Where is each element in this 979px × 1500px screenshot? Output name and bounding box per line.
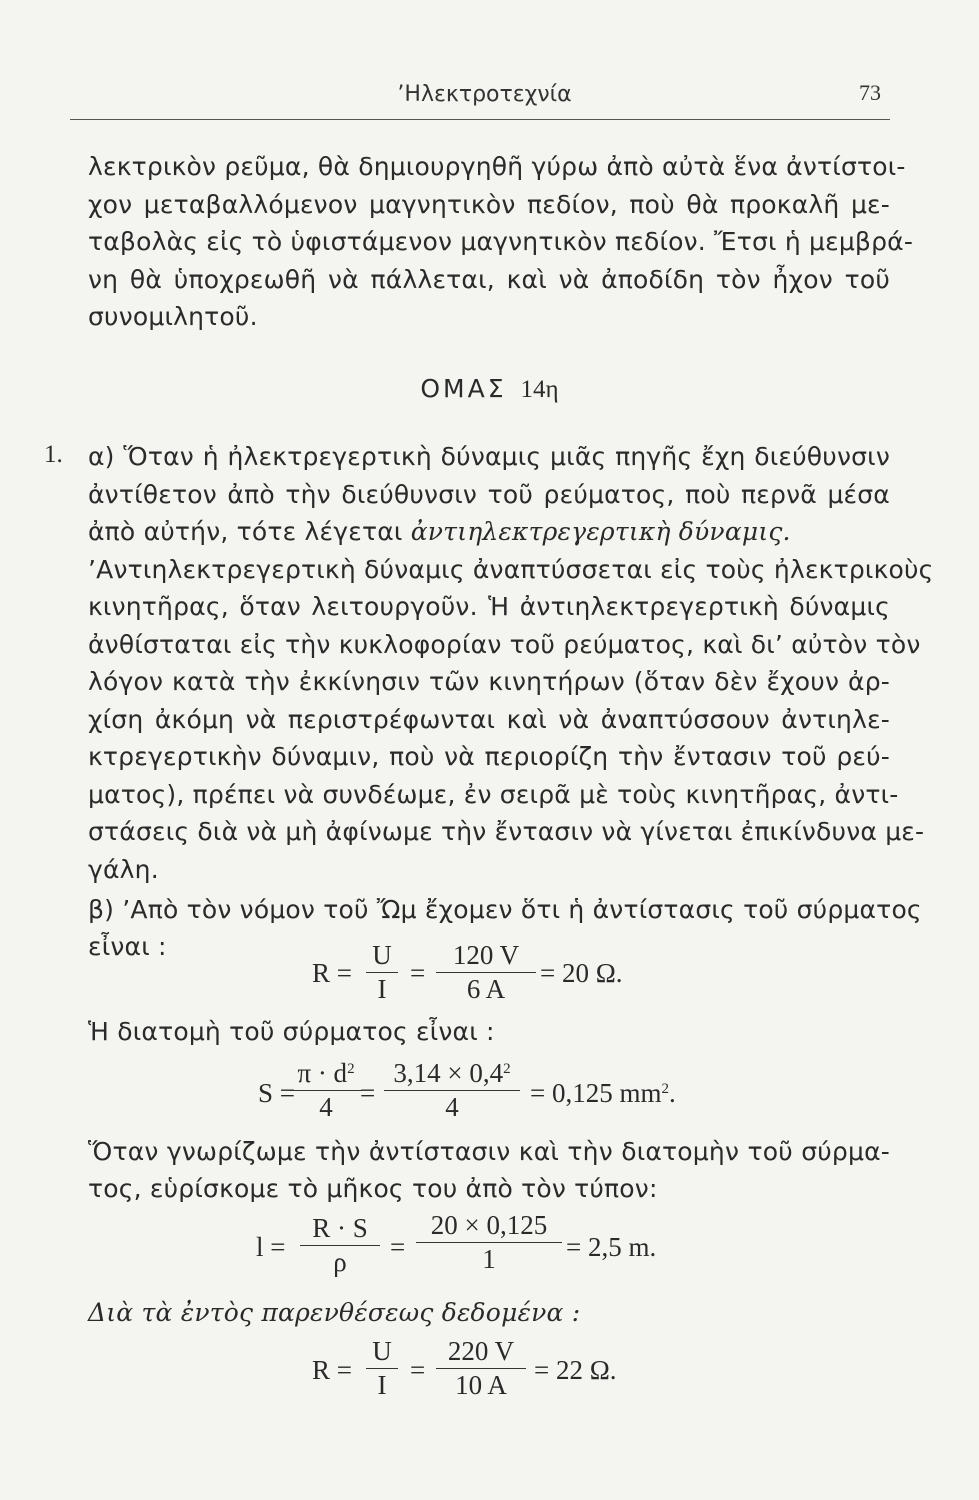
fraction [436,940,536,1005]
fraction-bar [436,1368,526,1369]
denominator: I [377,1370,387,1400]
denominator: 10 A [455,1370,507,1400]
defined-term: ἀντιηλεκτρεγερτικὴ δύναμις. [410,517,791,546]
text-line: α) Ὅταν ἡ ἠλεκτρεγερτικὴ δύναμις μιᾶς πηγῆς ἔχη διεύθυνσιν [88,442,890,471]
fraction [416,1210,562,1275]
numerator: 20 × 0,125 [430,1210,548,1240]
result-text: = 0,125 mm [530,1078,662,1108]
text-line: λόγον κατὰ τὴν ἐκκίνησιν τῶν κινητήρων (ὅταν δὲν ἔχουν ἀρ- [88,667,890,696]
formula-lhs: R = [312,1355,352,1385]
result-end: . [668,1078,676,1108]
text-line: εἶναι : [88,932,167,961]
numerator [290,1058,362,1089]
text-line: Ἡ διατομὴ τοῦ σύρματος εἶναι : [88,1017,495,1046]
text-span: ἀπὸ αὐτήν, τότε λέγεται [88,517,411,546]
fraction [366,940,398,1005]
equals-sign: = [390,1232,406,1262]
text-line [88,515,791,549]
text-line: γάλη. [88,855,159,884]
numerator-text: 3,14 × 0,4 [393,1058,504,1088]
formula-lhs: S = [258,1078,295,1108]
exponent: 2 [503,1061,511,1077]
numerator: R · S [312,1213,368,1243]
text-line: Διὰ τὰ ἐντὸς παρενθέσεως δεδομένα : [88,1298,581,1327]
text-line: κτρεγερτικὴν δύναμιν, ποὺ νὰ περιορίζη τὴν ἔντασιν τοῦ ρεύ- [88,742,890,771]
formula-result: = 22 Ω. [534,1355,617,1385]
text-line: λεκτρικὸν ρεῦμα, θὰ δημιουργηθῆ γύρω ἀπὸ αὐτὰ ἕνα ἀντίστοι- [88,152,906,181]
equals-sign: = [410,1355,426,1385]
formula-result: = 20 Ω. [540,958,623,988]
fraction-bar [366,972,398,973]
formula-lhs: l = [256,1232,286,1262]
fraction [300,1213,380,1278]
fraction [436,1336,526,1401]
item-number: 1. [44,441,63,468]
text-line: συνομιλητοῦ. [88,302,258,331]
numerator: U [372,1336,392,1366]
text-line: ἀνθίσταται εἰς τὴν κυκλοφορίαν τοῦ ρεύματος, καὶ δι’ αὐτὸν τὸν [88,630,921,659]
equals-sign: = [410,958,426,988]
text-line: Ὅταν γνωρίζωμε τὴν ἀντίστασιν καὶ τὴν διατομὴν τοῦ σύρμα- [88,1137,890,1166]
section-heading [0,374,979,404]
denominator: I [377,974,387,1004]
formula-result: = 2,5 m. [566,1232,657,1262]
fraction [290,1058,362,1123]
fraction-bar [416,1242,562,1243]
denominator: 6 A [466,974,506,1004]
formula-lhs: R = [312,958,352,988]
section-heading-label: ΟΜΑΣ [420,374,507,403]
text-line: στάσεις διὰ νὰ μὴ ἀφίνωμε τὴν ἔντασιν νὰ γίνεται ἐπικίνδυνα με- [88,817,925,846]
text-line: ταβολὰς εἰς τὸ ὑφιστάμενον μαγνητικὸν πεδίον. Ἔτσι ἡ μεμβρά- [88,227,914,256]
formula-result [530,1078,676,1109]
text-line: β) ’Απὸ τὸν νόμον τοῦ Ὤμ ἔχομεν ὅτι ἡ ἀντίστασις τοῦ σύρματος [88,895,922,924]
numerator-text: π · d [297,1058,348,1088]
numerator: 220 V [447,1336,515,1366]
text-line: ματος), πρέπει νὰ συνδέωμε, ἐν σειρᾶ μὲ τοὺς κινητῆρας, ἀντι- [88,780,899,809]
text-line: ἀντίθετον ἀπὸ τὴν διεύθυνσιν τοῦ ρεύματος, ποὺ περνᾶ μέσα [88,480,890,509]
fraction-bar [436,972,536,973]
text-line: νη θὰ ὑποχρεωθῆ νὰ πάλλεται, καὶ νὰ ἀποδίδη τὸν ἦχον τοῦ [88,265,890,294]
fraction-bar [300,1245,380,1246]
denominator: 1 [482,1244,496,1274]
text-line: ’Αντιηλεκτρεγερτικὴ δύναμις ἀναπτύσσεται εἰς τοὺς ἠλεκτρικοὺς [88,555,934,584]
header-title: ’Ηλεκτροτεχνία [397,82,572,107]
numerator: 120 V [452,940,520,970]
fraction [384,1058,520,1123]
fraction-bar [384,1090,520,1091]
exponent: 2 [661,1081,669,1097]
section-heading-number: 14η [520,376,559,403]
numerator: U [372,940,392,970]
page-number: 73 [859,80,881,105]
denominator: 4 [319,1092,333,1122]
denominator: ρ [333,1247,347,1277]
numerator [384,1058,520,1089]
text-line: χον μεταβαλλόμενον μαγνητικὸν πεδίον, ποὺ θὰ προκαλῆ με- [88,190,890,219]
exponent: 2 [347,1061,355,1077]
denominator: 4 [445,1092,459,1122]
header-rule [70,119,890,120]
text-line: τος, εὑρίσκομε τὸ μῆκος του ἀπὸ τὸν τύπον: [88,1174,658,1203]
fraction [366,1336,398,1401]
fraction-bar [290,1090,362,1091]
text-line: χίση ἀκόμη νὰ περιστρέφωνται καὶ νὰ ἀναπτύσσουν ἀντιηλε- [88,705,890,734]
equals-sign: = [360,1078,376,1108]
text-line: κινητῆρας, ὅταν λειτουργοῦν. Ἡ ἀντιηλεκτρεγερτικὴ δύναμις [88,592,890,621]
fraction-bar [366,1368,398,1369]
running-header [88,78,881,118]
